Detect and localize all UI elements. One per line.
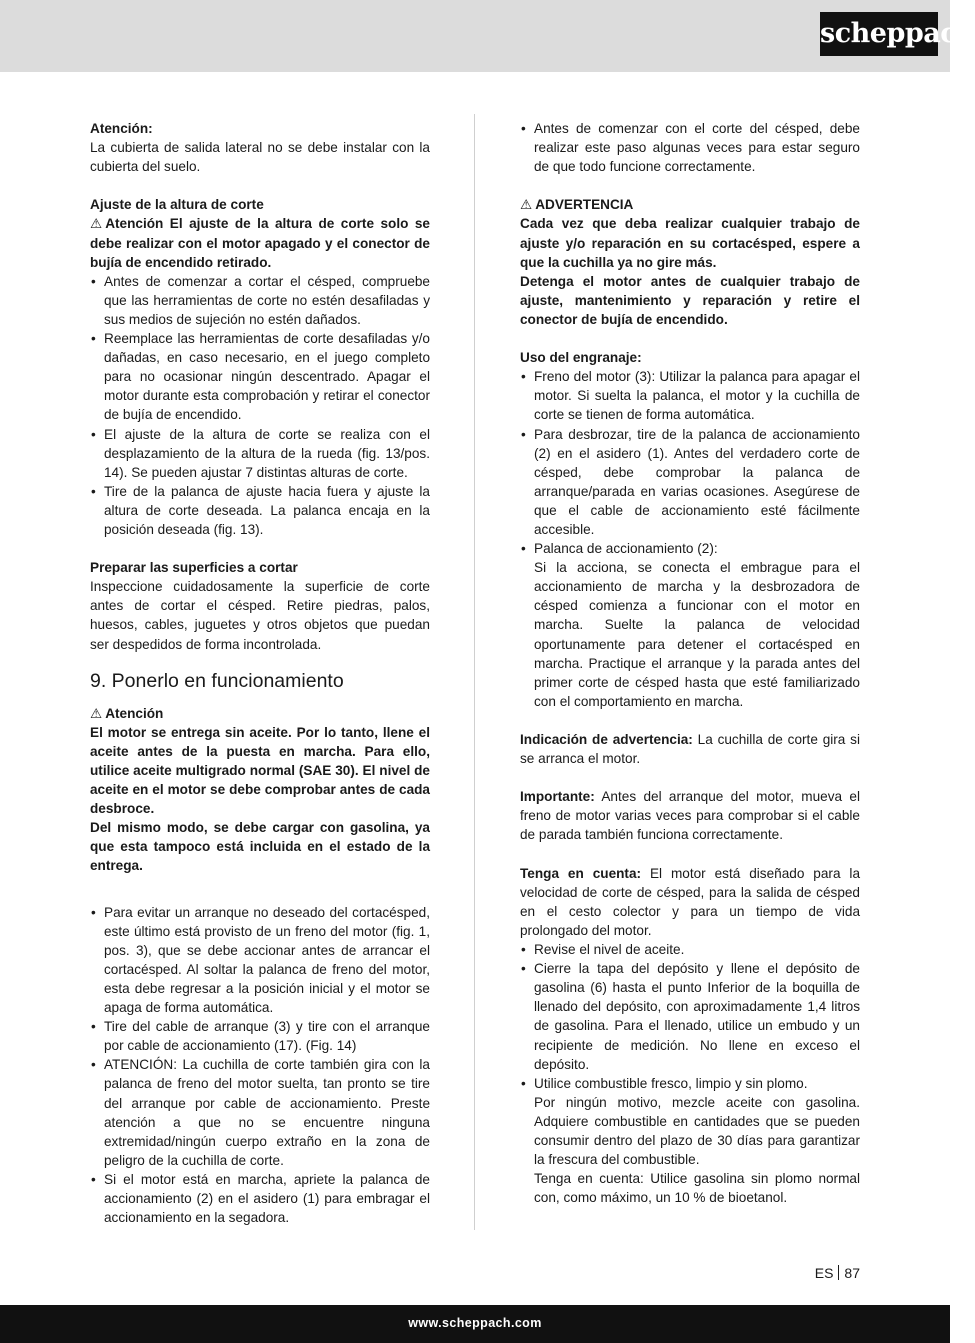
warning-icon: ⚠ [520,197,533,213]
brand-logo: scheppach [820,12,938,56]
list-item: • Para desbrozar, tire de la palanca de accionamiento (2) en el asidero (1). Antes del verdadero corte de césped, debe comprobar la palanca de arranque/parada en varias ocasiones. Asegúrese de que el cable de accionamiento esté fácilmente accesible. [520,425,860,540]
section-warning-title [90,704,430,723]
left-column [90,119,430,1227]
language-code: ES [814,1265,834,1281]
ajuste-title: Ajuste de la altura de corte [90,197,264,213]
page-number [815,1265,860,1281]
uso-title: Uso del engranaje: [520,350,642,366]
list-item: • Revise el nivel de aceite. [520,940,860,959]
section-warning-title-text: Atención [105,705,164,721]
uso-item-label: Palanca de accionamiento (2): [534,541,718,557]
atencion-title: Atención: [90,121,153,136]
combustible-text-1: Por ningún motivo, mezcle aceite con gasolina. Adquiere combustible en cantidades que se pueden consumir dentro del plazo de 30 días para garantizar la frescura del combustible. [534,1094,860,1168]
advertencia-title [520,195,860,214]
list-item: • ATENCIÓN: La cuchilla de corte también gira con la palanca de freno del motor suelta, tan pronto se tire del arranque por cable de accionamiento. Preste atención a que no se encuentre ninguna extremidad/ningún cuerpo extraño en la zona de peligro de la cuchilla de corte. [90,1055,430,1170]
importante-label: Importante: [520,789,595,805]
atencion-text: La cubierta de salida lateral no se debe instalar con la cubierta del suelo. [90,140,430,175]
list-item [520,1074,860,1208]
footer-url[interactable]: www.scheppach.com [408,1316,542,1330]
section-heading: 9. Ponerlo en funcionamiento [90,669,344,692]
advertencia-text-2: Detenga el motor antes de cualquier trabajo de ajuste, mantenimiento y reparación y retire el conector de bujía de encendido. [520,273,860,327]
section-warning-text-2: Del mismo modo, se debe cargar con gasolina, ya que esta tampoco está incluida en el estado de la entrega. [90,820,430,874]
list-item: • Para evitar un arranque no deseado del cortacésped, este último está provisto de un freno del motor (fig. 1, pos. 3), que se debe accionar antes de arrancar el cortacésped. Al soltar la palanca de freno del motor, esta debe regresar a la posición inicial y el motor se apaga de forma automática. [90,903,430,1018]
ajuste-list [90,272,430,539]
advertencia-title-text: ADVERTENCIA [535,197,634,213]
ajuste-warning [90,214,430,271]
right-column [520,119,860,1207]
list-item: • Si el motor está en marcha, apriete la palanca de accionamiento (2) en el asidero (1) para embragar el accionamiento en la segadora. [90,1170,430,1227]
warning-icon: ⚠ [90,216,103,232]
section-warning-text-1: El motor se entrega sin aceite. Por lo tanto, llene el aceite antes de la puesta en marcha. Para ello, utilice aceite multigrado normal (SAE 30). El nivel de aceite en el motor se debe comprobar antes de cada desbroce. [90,724,430,817]
combustible-item: Utilice combustible fresco, limpio y sin plomo. [534,1075,808,1091]
uso-item-text: Si la acciona, se conecta el embrague para el accionamiento de marcha y la desbrozadora de césped comienza a funcionar con el motor en marcha. Suelte la palanca de velocidad oportunamente para detener el cortacésped en marcha. Practique el arranque y la parada antes del primer corte de césped hasta que esté familiarizado con el comportamiento en marcha. [534,560,860,709]
tenga-text: El motor está diseñado para la velocidad de corte de césped, para la salida de césped en el cesto colector y para un tiempo de vida prolongado del motor. [520,865,861,938]
section-list [90,903,430,1228]
importante-paragraph [520,787,860,844]
warning-icon: ⚠ [90,705,103,721]
column-divider [474,114,475,1230]
intro-list [520,119,860,176]
tenga-label: Tenga en cuenta: [520,865,642,881]
list-item: • Tire de la palanca de ajuste hacia fuera y ajuste la altura de corte deseada. La palanca encaja en la posición deseada (fig. 13). [90,482,430,539]
preparar-text: Inspeccione cuidadosamente la superficie de corte antes de cortar el césped. Retire piedras, palos, huesos, cables, juguetes y otros objetos que puedan ser despedidos de forma incontrolada. [90,579,430,652]
ajuste-warning-text: Atención El ajuste de la altura de corte solo se debe realizar con el motor apagado y el conector de bujía de encendido retirado. [90,216,430,270]
list-item [520,539,860,711]
list-item: • Tire del cable de arranque (3) y tire con el arranque por cable de accionamiento (17). (Fig. 14) [90,1017,430,1055]
header-bar [0,0,975,72]
uso-list [520,367,860,711]
list-item: • Reemplace las herramientas de corte desafiladas y/o dañadas, en caso necesario, en el juego completo para no ocasionar ningún descentrado. Apagar el motor durante esta comprobación y retirar el conector de bujía de encendido. [90,329,430,424]
indicacion-text: La cuchilla de corte gira si se arranca el motor. [520,732,861,767]
indicacion-paragraph [520,730,860,768]
tenga-list [520,940,860,1207]
list-item: • Antes de comenzar a cortar el césped, compruebe que las herramientas de corte no estén desafiladas y sus medios de sujeción no estén dañados. [90,272,430,329]
advertencia-text-1: Cada vez que deba realizar cualquier trabajo de ajuste y/o reparación en su cortacésped, espere a que la cuchilla ya no gire más. [520,216,860,270]
combustible-text-2: Tenga en cuenta: Utilice gasolina sin plomo normal con, como máximo, un 10 % de bioetanol. [534,1171,860,1206]
list-item: • Freno del motor (3): Utilizar la palanca para apagar el motor. Si suelta la palanca, el motor y la cuchilla de corte se tienen de forma automática. [520,367,860,424]
indicacion-label: Indicación de advertencia: [520,732,693,747]
list-item: • Antes de comenzar con el corte del césped, debe realizar este paso algunas veces para estar seguro de que todo funcione correctamente. [520,119,860,176]
list-item: • Cierre la tapa del depósito y llene el depósito de gasolina (6) hasta el punto Inferior de la boquilla de llenado del depósito, con aproximadamente 1,4 litros de gasolina. Para el llenado, utilice un embudo y un recipiente de medición. No llene en exceso el depósito. [520,959,860,1074]
list-item: • El ajuste de la altura de corte se realiza con el desplazamiento de la altura de la rueda (fig. 13/pos. 14). Se pueden ajustar 7 distintas alturas de corte. [90,425,430,482]
importante-text: Antes del arranque del motor, mueva el freno de motor varias veces para comprobar si el cable de parada también funciona correctamente. [520,789,860,843]
page-separator [838,1265,839,1280]
tenga-paragraph [520,864,860,940]
page-number-value: 87 [844,1265,860,1281]
footer-bar [0,1305,950,1343]
preparar-title: Preparar las superficies a cortar [90,560,298,576]
